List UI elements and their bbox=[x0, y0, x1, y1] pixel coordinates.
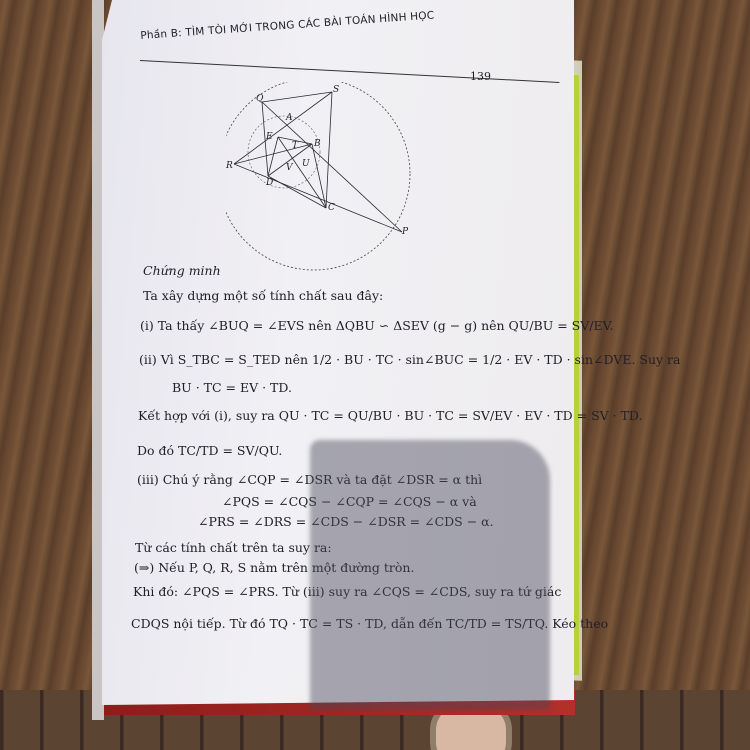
text-line: Khi đó: ∠PQS = ∠PRS. Từ (iii) suy ra ∠CQS = ∠CDS, suy ra tứ giác bbox=[133, 584, 562, 599]
text-line: ∠PRS = ∠DRS = ∠CDS − ∠DSR = ∠CDS − α. bbox=[198, 514, 494, 529]
point-label: P bbox=[402, 227, 409, 237]
text-line: Do đó TC/TD = SV/QU. bbox=[137, 443, 283, 458]
text-line: (⇒) Nếu P, Q, R, S nằm trên một đường tròn. bbox=[134, 560, 415, 575]
page-header: Phần B: TÌM TÒI MỚI TRONG CÁC BÀI TOÁN HÌNH HỌC bbox=[140, 9, 435, 42]
circumcircle bbox=[226, 82, 410, 270]
point-label: A bbox=[286, 113, 293, 123]
text-line: Kết hợp với (i), suy ra QU · TC = QU/BU · BU · TC = SV/EV · EV · TD = SV · TD. bbox=[138, 408, 643, 423]
text-line: (ii) Vì S_TBC = S_TED nên 1/2 · BU · TC · sin∠BUC = 1/2 · EV · TD · sin∠DVE. Suy ra bbox=[139, 352, 681, 367]
point-label: V bbox=[286, 163, 293, 173]
page-number: 139 bbox=[470, 70, 491, 83]
point-label: D bbox=[266, 178, 274, 188]
text-line: BU · TC = EV · TD. bbox=[172, 380, 292, 395]
text-line: (iii) Chú ý rằng ∠CQP = ∠DSR và ta đặt ∠DSR = α thì bbox=[137, 472, 483, 487]
text-line: ∠PQS = ∠CQS − ∠CQP = ∠CQS − α và bbox=[222, 494, 477, 509]
text-line: CDQS nội tiếp. Từ đó TQ · TC = TS · TD, dẫn đến TC/TD = TS/TQ. Kéo theo bbox=[131, 616, 609, 631]
proof-heading: Chứng minh bbox=[143, 263, 221, 278]
point-label: T bbox=[292, 141, 299, 151]
point-label: E bbox=[266, 132, 273, 142]
point-label: Q bbox=[256, 94, 264, 104]
hand-shadow bbox=[310, 440, 550, 710]
point-label: B bbox=[314, 139, 321, 149]
point-label: U bbox=[302, 159, 310, 169]
geometry-figure bbox=[226, 82, 426, 272]
point-label: C bbox=[328, 203, 335, 213]
point-label: R bbox=[226, 161, 233, 171]
text-line: (i) Ta thấy ∠BUQ = ∠EVS nên ΔQBU ∽ ΔSEV (g − g) nên QU/BU = SV/EV. bbox=[140, 318, 614, 333]
text-line: Ta xây dựng một số tính chất sau đây: bbox=[143, 288, 384, 303]
point-label: S bbox=[333, 85, 340, 95]
text-line: Từ các tính chất trên ta suy ra: bbox=[135, 540, 332, 555]
